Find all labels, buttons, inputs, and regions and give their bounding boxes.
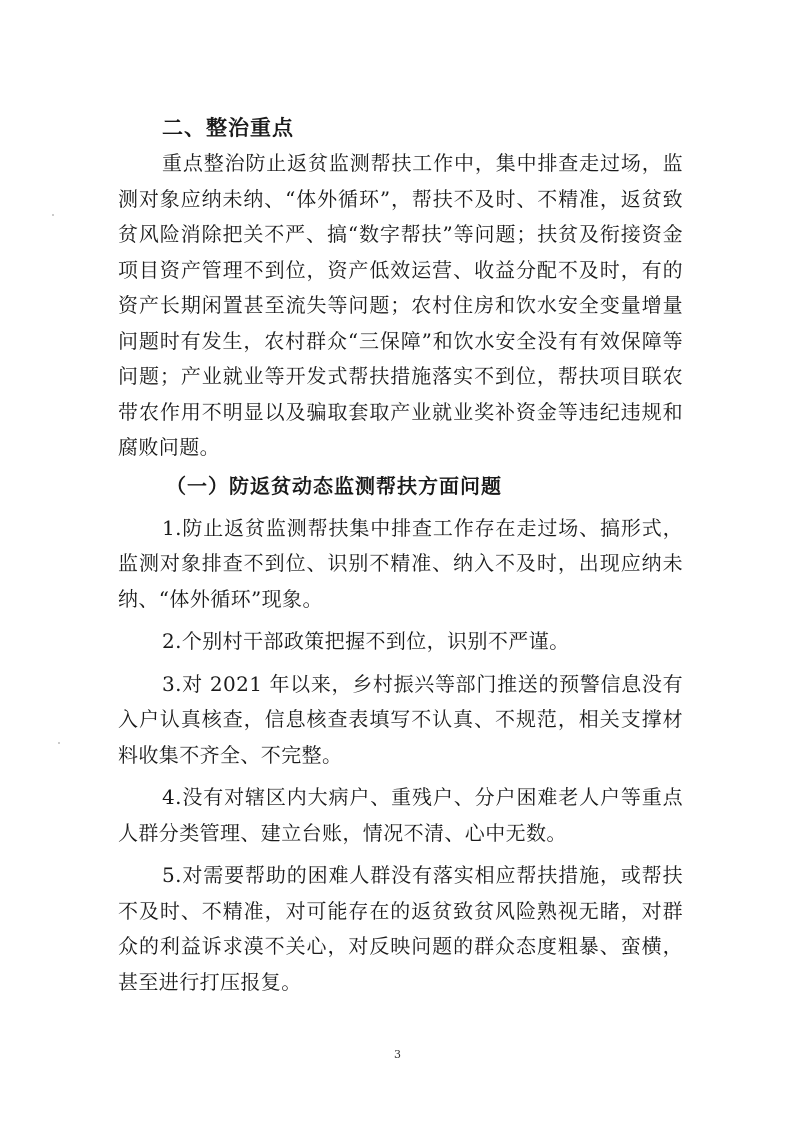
list-item-4: 4.没有对辖区内大病户、重残户、分户困难老人户等重点人群分类管理、建立台账，情况不清、心中无数。: [118, 785, 683, 845]
section-heading: 二、整治重点: [162, 116, 294, 140]
scan-speck: [58, 742, 60, 744]
scan-speck: [52, 214, 54, 216]
list-item-3: 3.对 2021 年以来，乡村振兴等部门推送的预警信息没有入户认真核查，信息核查表填写不认真、不规范，相关支撑材料收集不齐全、不完整。: [118, 671, 683, 767]
page-number: 3: [394, 1048, 401, 1061]
list-item-1: 1.防止返贫监测帮扶集中排查工作存在走过场、搞形式，监测对象排查不到位、识别不精准、纳入不及时，出现应纳未纳、“体外循环”现象。: [118, 515, 683, 611]
list-item-2: 2.个别村干部政策把握不到位，识别不严谨。: [162, 629, 570, 653]
section-intro-paragraph: 重点整治防止返贫监测帮扶工作中，集中排查走过场，监测对象应纳未纳、“体外循环”，帮扶不及时、不精准，返贫致贫风险消除把关不严、搞“数字帮扶”等问题；扶贫及衔接资金项目资产管理不到位，资产低效运营、收益分配不及时，有的资产长期闲置甚至流失等问题；农村住房和饮水安全变量增量问题时有发生，农村群众“三保障”和饮水安全没有有效保障等问题；产业就业等开发式帮扶措施落实不到位，帮扶项目联农带农作用不明显以及骗取套取产业就业奖补资金等违纪违规和腐败问题。: [118, 151, 683, 459]
document-body: [118, 110, 683, 1000]
subsection-heading: （一）防返贫动态监测帮扶方面问题: [166, 473, 502, 498]
list-item-5: 5.对需要帮助的困难人群没有落实相应帮扶措施，或帮扶不及时、不精准，对可能存在的返贫致贫风险熟视无睹，对群众的利益诉求漠不关心，对反映问题的群众态度粗暴、蛮横，甚至进行打压报复。: [118, 863, 683, 994]
